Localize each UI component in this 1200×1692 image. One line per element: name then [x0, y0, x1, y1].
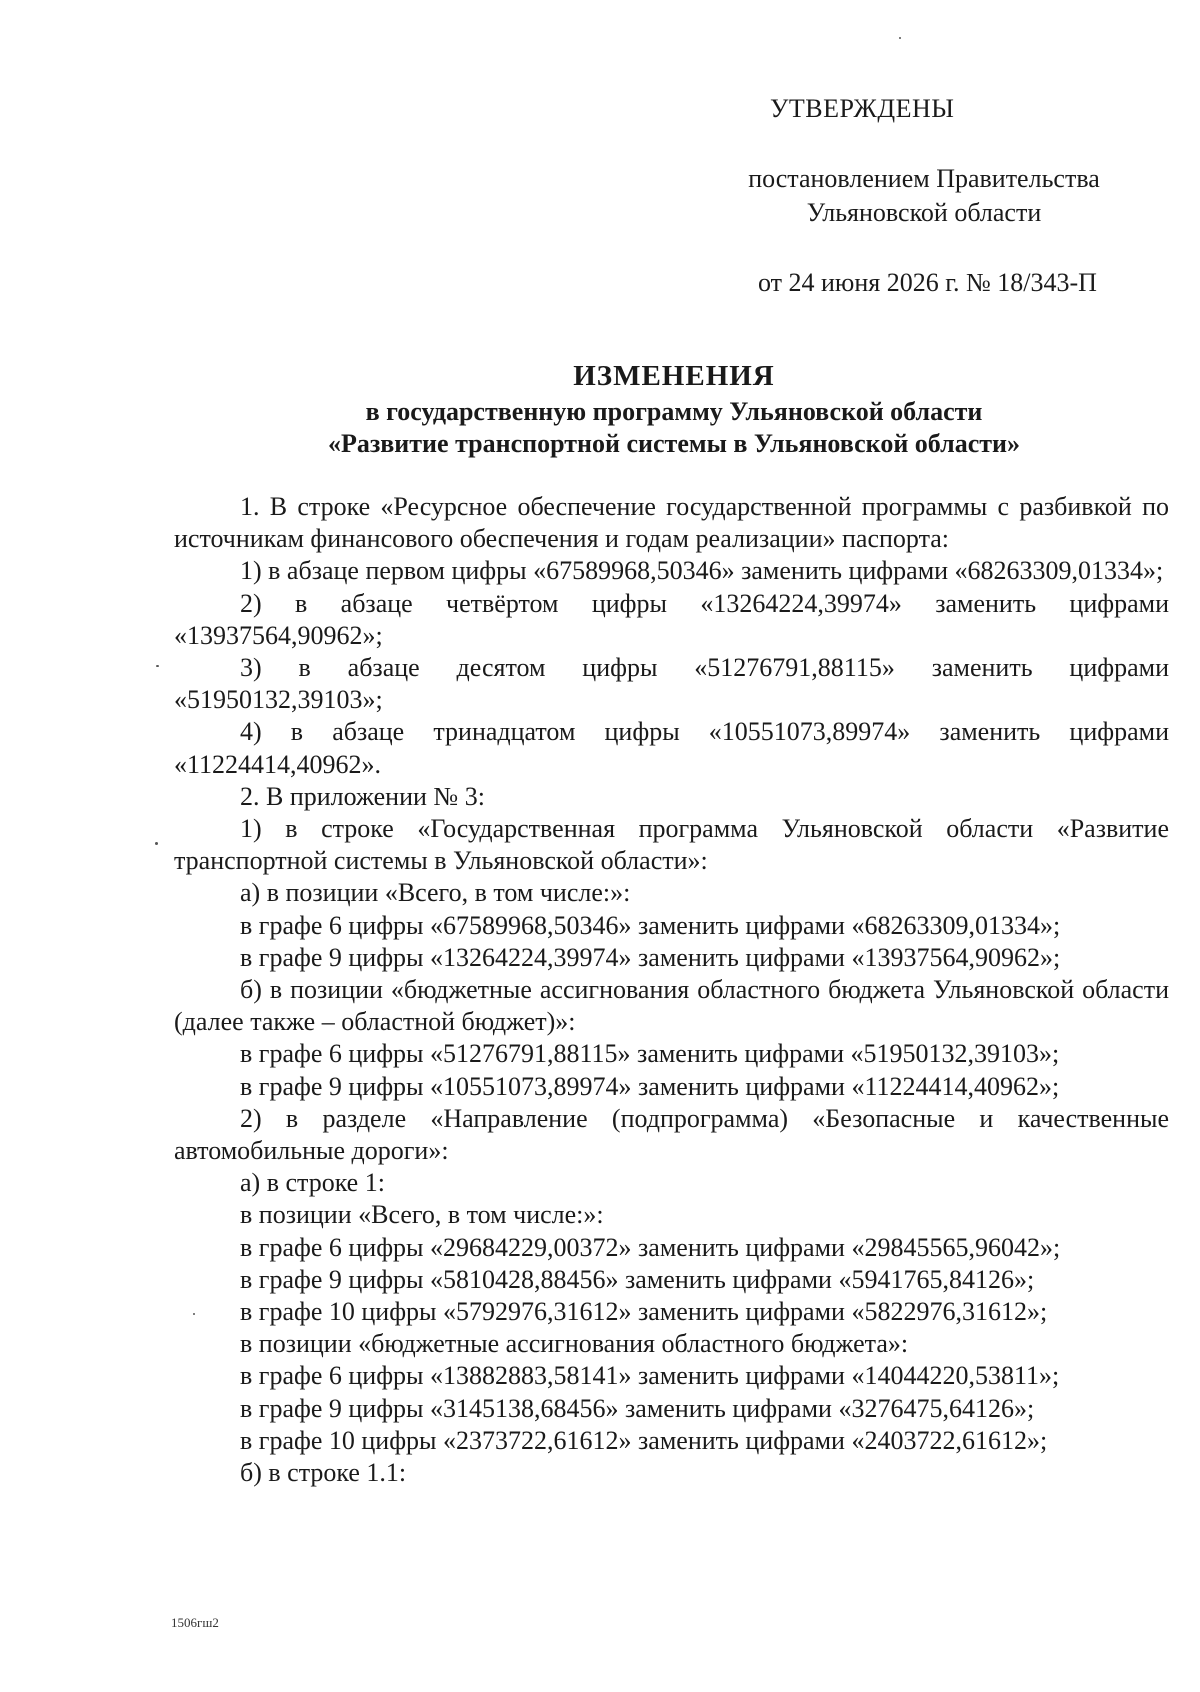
paragraph-2-item-2a-position-total: в позиции «Всего, в том числе:»: — [240, 1200, 604, 1230]
paragraph-1-item-4: 4) в абзаце тринадцатом цифры «10551073,89974» заменить цифрами «11224414,40962». — [174, 717, 1169, 779]
document-subtitle-line-2: «Развитие транспортной системы в Ульяновской области» — [327, 429, 1021, 458]
decree-date-number: от 24 июня 2026 г. № 18/343-П — [758, 268, 1097, 297]
paragraph-2-item-1a-column-9: в графе 9 цифры «13264224,39974» заменить цифрами «13937564,90962»; — [240, 942, 1061, 972]
scan-speck — [193, 1313, 195, 1315]
paragraph-1: 1. В строке «Ресурсное обеспечение государственной программы с разбивкой по источникам финансового обеспечения и годам реализации» паспорта: — [174, 492, 1169, 554]
approved-label: УТВЕРЖДЕНЫ — [770, 94, 955, 123]
document-title: ИЗМЕНЕНИЯ — [573, 360, 775, 392]
paragraph-2-item-1a: а) в позиции «Всего, в том числе:»: — [240, 878, 631, 908]
paragraph-2-item-2a-total-column-10: в графе 10 цифры «5792976,31612» заменить цифрами «5822976,31612»; — [240, 1297, 1048, 1327]
scan-speck — [899, 37, 901, 39]
paragraph-2-item-2b: б) в строке 1.1: — [240, 1458, 407, 1488]
document-body — [174, 491, 1169, 1489]
paragraph-2-item-2: 2) в разделе «Направление (подпрограмма) «Безопасные и качественные автомобильные дороги»: — [174, 1103, 1169, 1166]
paragraph-2-item-2a-budget-column-6: в графе 6 цифры «13882883,58141» заменить цифрами «14044220,53811»; — [240, 1361, 1060, 1391]
paragraph-2-item-1: 1) в строке «Государственная программа Ульяновской области «Развитие транспортной системы в Ульяновской области»: — [174, 814, 1169, 876]
approved-by-line-1: постановлением Правительства — [748, 164, 1100, 193]
paragraph-1-item-2: 2) в абзаце четвёртом цифры «13264224,39974» заменить цифрами «13937564,90962»; — [174, 588, 1169, 650]
document-subtitle-line-1: в государственную программу Ульяновской области — [365, 397, 983, 426]
paragraph-1-item-1: 1) в абзаце первом цифры «67589968,50346» заменить цифрами «68263309,01334»; — [240, 556, 1164, 586]
paragraph-2-item-1b-column-6: в графе 6 цифры «51276791,88115» заменить цифрами «51950132,39103»; — [240, 1039, 1060, 1069]
paragraph-2-item-2a-total-column-6: в графе 6 цифры «29684229,00372» заменить цифрами «29845565,96042»; — [240, 1232, 1061, 1262]
paragraph-2-item-2a-total-column-9: в графе 9 цифры «5810428,88456» заменить цифрами «5941765,84126»; — [240, 1264, 1035, 1294]
paragraph-2-item-2a: а) в строке 1: — [240, 1168, 385, 1198]
paragraph-2-item-2a-budget-column-9: в графе 9 цифры «3145138,68456» заменить цифрами «3276475,64126»; — [240, 1393, 1035, 1423]
paragraph-2: 2. В приложении № 3: — [240, 781, 485, 811]
paragraph-2-item-2a-budget-column-10: в графе 10 цифры «2373722,61612» заменить цифрами «2403722,61612»; — [240, 1425, 1048, 1455]
approved-by — [714, 162, 1134, 230]
paragraph-2-item-1a-column-6: в графе 6 цифры «67589968,50346» заменить цифрами «68263309,01334»; — [240, 910, 1061, 940]
scan-speck — [155, 842, 158, 845]
document-heading — [174, 356, 1174, 460]
paragraph-2-item-2a-position-budget: в позиции «бюджетные ассигнования областного бюджета»: — [240, 1329, 909, 1359]
paragraph-2-item-1b-column-9: в графе 9 цифры «10551073,89974» заменить цифрами «11224414,40962»; — [240, 1071, 1060, 1101]
document-footer-code: 1506гш2 — [171, 1615, 219, 1630]
scan-speck — [156, 665, 159, 667]
approved-by-line-2: Ульяновской области — [806, 198, 1042, 227]
paragraph-2-item-1b: б) в позиции «бюджетные ассигнования областного бюджета Ульяновской области (далее также – областной бюджет)»: — [174, 975, 1169, 1037]
paragraph-1-item-3: 3) в абзаце десятом цифры «51276791,88115» заменить цифрами «51950132,39103»; — [174, 653, 1169, 715]
